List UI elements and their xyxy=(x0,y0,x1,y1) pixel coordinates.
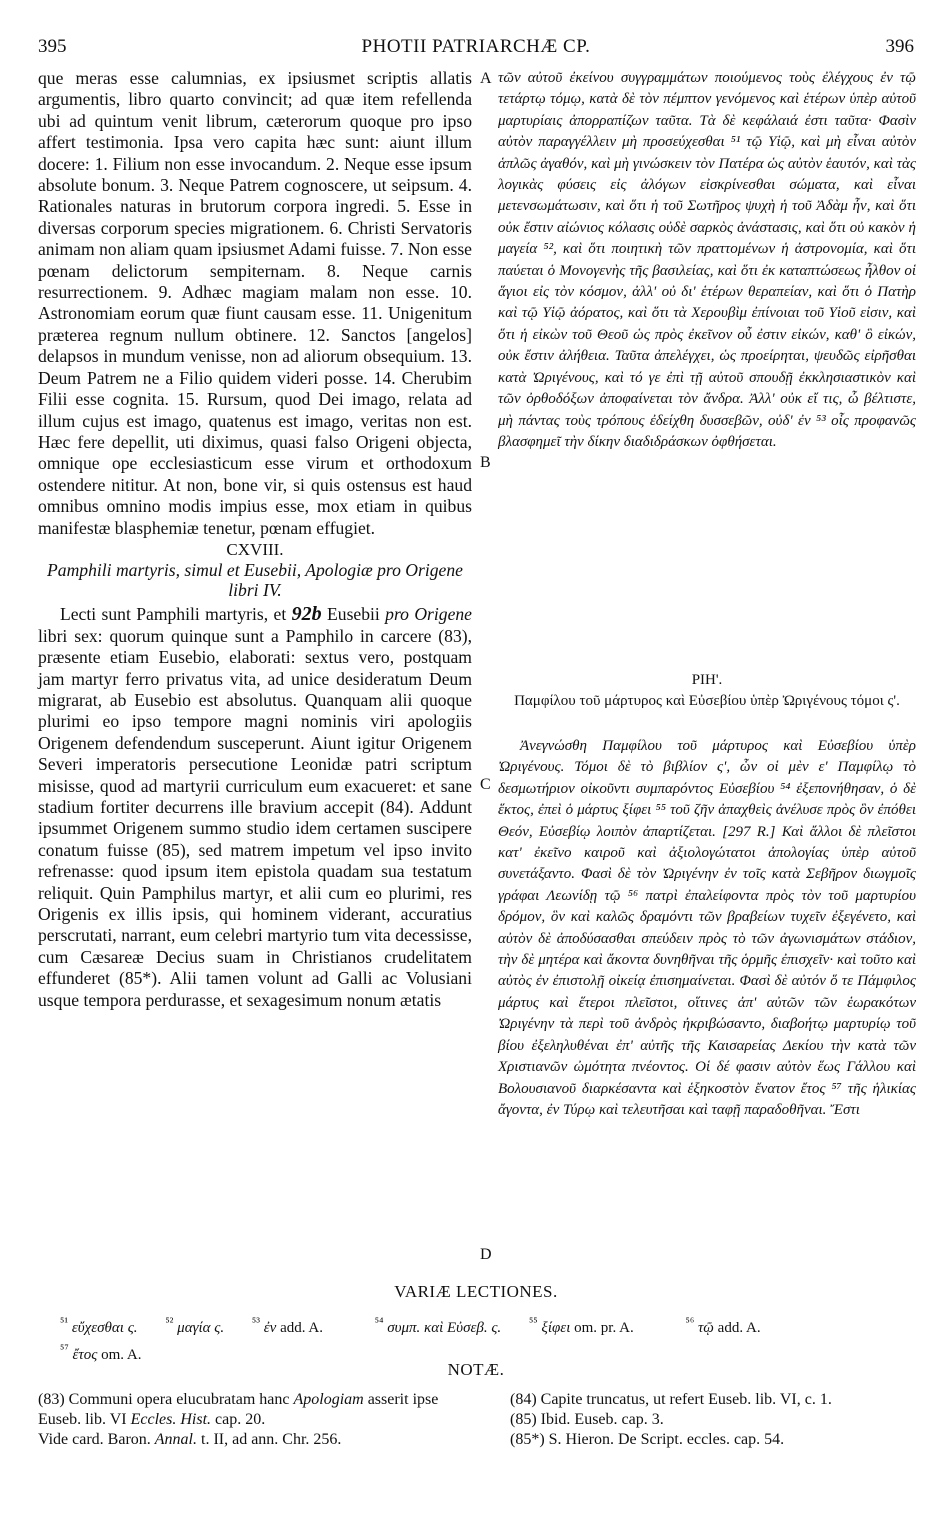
greek-section-number: ΡΙΗ'. xyxy=(691,672,723,688)
greek-section-header xyxy=(498,670,916,711)
variant-51: $^{^{51}}$ εὔχεσθαι ς. xyxy=(60,1315,138,1336)
latin-p2-start: Lecti sunt Pamphili martyris, et xyxy=(60,604,292,625)
latin-p2-rest: libri sex: quorum quinque sunt a Pamphilo in carcere (83), præsente etiam Eusebio, elaborati: sextus vero, postquam jam martyr ferro privatus vita, ad unice desideratum Deum migrarat, ab Eusebio est absolutus. Quanquam alii quoque plurimi eo ipso tempore magni nominis viri apologiis Origenem defendendum susceperunt. Aiunt igitur Origenem Severi imperatoris persecutione Leonidæ patri scriptum misisse, quod ad martyrii curriculum eum exacueret: et sane stadium fortiter decurrens ille bravium accepit (84). Addunt ipsummet Origenem summo studio idem certamen suscipere conatum fuisse (85), sed matrem impetum vel ipso invito refrenasse: quod ipsum item epistola quadam sua testatum reliquit. Quin Pamphilus martyr, et alii cum eo plurimi, res Origenis ex illis ipsis, qui hominem viderant, accuratius perscrutati, narrant, eum celebri martyrio tum vita decessisse, cum Cæsareæ Decius suam in Christianos crudelitatem effunderet (85*). Alii tamen volunt ad Galli ac Volusiani usque tempora perdurasse, et sexagesimum nonum ætatis xyxy=(38,625,472,1010)
latin-paragraph-1: que meras esse calumnias, ex ipsiusmet scriptis allatis argumentis, libro quarto convincit; ad quæ item refellenda ubi ad quintum venit librum, cæterorum quoque pro ipso affert testimonia. Ipsa vero capita hæc sunt: aiunt illum docere: 1. Filium non esse invocandum. 2. Neque esse ipsum absolute bonum. 3. Neque Patrem cognoscere, ut seipsum. 4. Rationales naturas in brutorum corpora ingredi. 5. Esse in diversas corporum species migrationem. 6. Christi Servatoris animam non aliam quam ipsiusmet Adami fuisse. 7. Non esse pœnam delictorum sempiternam. 8. Neque carnis resurrectionem. 9. Adhæc magiam malam non esse. 10. Astronomiam eorum quæ fiunt causam esse. 11. Unigenitum præterea regnum nullum obtinere. 12. Sanctos [angelos] delapsos in mundum venisse, non ad aliorum obsequium. 13. Deum Patrem ne a Filio quidem videri posse. 14. Cherubim Filii esse cognita. 15. Rursum, quod Dei imago, relata ad illum cujus est imago, quatenus est imago, veritas non est. Hæc fere depellit, uti diximus, quasi falso Origeni objecta, omnique ope ecclesiasticum esse virum et orthodoxum ostendere nititur. At non, bone vir, si quis ostensus est haud omnibus omnino modis impius esse, mox etiam in quibus manifestæ blasphemiæ tenetur, pœnam effugiet. xyxy=(38,68,472,538)
greek-column-2 xyxy=(498,736,916,1121)
notes-right xyxy=(510,1390,920,1450)
greek-column xyxy=(498,68,916,453)
variant-54: $^{^{54}}$ συμπ. καὶ Εὐσεβ. ς. xyxy=(374,1315,502,1336)
margin-marker-a: A xyxy=(480,70,492,87)
variant-53: $^{^{53}}$ ἐν add. A. xyxy=(251,1315,323,1336)
greek-paragraph-2: Ἀνεγνώσθη Παμφίλου τοῦ μάρτυρος καὶ Εὐσεβίου ὑπὲρ Ὠριγένους. Τόμοι δὲ τὸ βιβλίον ς', ὧν οἱ μὲν ε' Παμφίλῳ τὸ δεσμωτήριον οἰκοῦντι συμπαρόντος Εὐσεβίου ⁵⁴ ἐξεπονήθησαν, ὁ δὲ ἕκτος, ἐπεὶ ὁ μάρτυς ξίφει ⁵⁵ τοῦ ζῆν ἀπαχθεὶς ἀνέλυσε πρὸς ὃν ἐπόθει Θεόν, Εὐσεβίῳ λοιπὸν ἀπαρτίζεται. [297 R.] Καὶ ἄλλοι δὲ πλεῖστοι κατ' ἐκεῖνο καιροῦ καὶ ἀξιολογώτατοι ἀπολογίας ὑπὲρ αὐτοῦ συνετάξαντο. Φασὶ δὲ τὸν Ὠριγένην ἐν τοῖς κατὰ Σεβῆρον διωγμοῖς γράφαι Λεωνίδῃ τῷ ⁵⁶ πατρὶ ἐπαλείφοντα πρὸς τὸν τοῦ μαρτυρίου δρόμον, ὃν καὶ καλῶς δραμόντι τῶν βραβείων τυχεῖν ἐξεγένετο, καὶ αὐτὸν δὲ ἀποδύσασθαι σπεύδειν πρὸς τὸ τῶν ἀγωνισμάτων στάδιον, τὴν δὲ μητέρα καὶ ἄκοντα δυνηθῆναι τῆς ὁρμῆς ἐπισχεῖν· καὶ τοῦτο καὶ αὐτὸς ἐν ἐπιστολῇ οἰκείᾳ ἐπισημαίνεται. Φασὶ δὲ αὐτόν ὅ τε Πάμφιλος μάρτυς καὶ ἕτεροι πλεῖστοι, οἵτινες ἀπ' αὐτῶν τῶν ἑωρακότων Ὠριγένην τὰ περὶ τοῦ ἀνδρὸς ἠκριβώσαντο, διαβοήτῳ μαρτυρίῳ τοῦ βίου ἐξεληλυθέναι ἐπ' αὐτῆς τῆς Καισαρείας Δεκίου τὴν κατὰ τῶν Χριστιανῶν ὠμότητα πνέοντος. Οἱ δέ φασιν αὐτὸν ἕως Γάλλου καὶ Βολουσιανοῦ διαρκέσαντα καὶ ἑξηκοστὸν ἔνατον ἔτος ⁵⁷ τῆς ἡλικίας ἄγοντα, ἐν Τύρῳ καὶ τελευτῆσαι καὶ ταφῇ παραδοθῆναι. Ἔστι xyxy=(498,738,916,1118)
notes-left xyxy=(38,1390,478,1450)
running-title: PHOTII PATRIARCHÆ CP. xyxy=(361,36,591,57)
margin-marker-d: D xyxy=(480,1246,492,1263)
note-85: (85) Ibid. Euseb. cap. 3. xyxy=(510,1411,664,1428)
latin-p2-mid: Eusebii xyxy=(321,604,386,625)
latin-p2-italic: pro Origene xyxy=(385,604,472,625)
note-84: (84) Capite truncatus, ut refert Euseb. lib. VI, c. 1. xyxy=(510,1391,832,1408)
latin-section-number: CXVIII. xyxy=(226,539,284,559)
margin-marker-c: C xyxy=(480,776,491,793)
variant-52: $^{^{52}}$ μαγία ς. xyxy=(165,1315,225,1336)
variant-55: $^{^{55}}$ ξίφει om. pr. A. xyxy=(528,1315,634,1336)
latin-paragraph-2 xyxy=(38,604,472,1011)
greek-paragraph-1: τῶν αὐτοῦ ἐκείνου συγγραμμάτων ποιούμενος τοὺς ἐλέγχους ἐν τῷ τετάρτῳ τόμῳ, κατὰ δὲ τὸν πέμπτον γενόμενος καὶ ἑτέρων ὑπὲρ αὐτοῦ μαρτυρίαις ἀπορραπίζων ταῦτα. Τὰ δὲ κεφάλαιά ἐστι ταῦτα· Φασὶν αὐτὸν παραγγέλλειν μὴ προσεύχεσθαι ⁵¹ τῷ Υἱῷ, καὶ μὴ εἶναι αὐτὸν ἁπλῶς ἀγαθόν, καὶ μὴ γινώσκειν τὸν Πατέρα ὡς αὐτὸν ἑαυτόν, καὶ τὰς λογικὰς φύσεις εἰς ἀλόγων εἰσκρίνεσθαι σώματα, καὶ εἶναι μετενσωμάτωσιν, καὶ ὅτι ἡ τοῦ Σωτῆρος ψυχὴ ἡ τοῦ Ἀδὰμ ἦν, καὶ ὅτι οὐκ ἔστιν αἰώνιος κόλασις οὐδὲ σαρκὸς ἀνάστασις, καὶ ὅτι οὐ κακὸν ἡ μαγεία ⁵², καὶ ὅτι ποιητικὴ τῶν πραττομένων ἡ ἀστρονομία, καὶ ὅτι παύεται ὁ Μονογενὴς τῆς βασιλείας, καὶ ὅτι ἐκ καταπτώσεως ἦλθον οἱ ἅγιοι εἰς τὸν κόσμον, ἀλλ' οὐ δι' ἑτέρων θεραπείαν, καὶ ὅτι ὁ Πατὴρ καὶ τῷ Υἱῷ ἀόρατος, καὶ ὅτι τὰ Χερουβὶμ ἐπίνοιαι τοῦ Υἱοῦ εἰσιν, καὶ ὅτι ἡ εἰκὼν τοῦ Θεοῦ ὡς πρὸς ἐκεῖνον οὗ ἐστιν εἰκών, καθ' ὃ εἰκών, οὐκ ἔστιν ἀλήθεια. Ταῦτα ἀπελέγχει, ὡς προείρηται, ψευδῶς εἰρῆσθαι κατὰ Ὠριγένους, καὶ τό γε ἐπὶ τῇ αὐτοῦ σπουδῇ ἐκκλησιαστικὸν καὶ τῶν ὀρθοδόξων ἀποφαίνεται τὸν ἄνδρα. Ἀλλ' οὐκ εἴ τις, ὦ βέλτιστε, μὴ πάντας τοὺς τρόπους ἐδείχθη δυσσεβῶν, οὐδ' ἐν ⁵³ οἷς προφανῶς βλασφημεῖ τὴν δίκην διαδιδράσκων ὀφθήσεται. xyxy=(498,70,916,450)
variant-57: $^{^{57}}$ ἔτος om. A. xyxy=(60,1342,142,1363)
running-header xyxy=(38,36,914,60)
note-85-star: (85*) S. Hieron. De Script. eccles. cap. 54. xyxy=(510,1431,785,1448)
variant-56: $^{^{56}}$ τῷ add. A. xyxy=(685,1315,761,1336)
left-page-number: 395 xyxy=(38,36,67,57)
note-83-cont: Vide card. Baron. Annal. t. II, ad ann. Chr. 256. xyxy=(38,1431,342,1448)
right-page-number: 396 xyxy=(885,36,914,57)
note-83: (83) Communi opera elucubratam hanc Apologiam asserit ipse Euseb. lib. VI Eccles. Hist. cap. 20. xyxy=(38,1391,439,1428)
notae-heading: NOTÆ. xyxy=(447,1360,505,1379)
latin-section-title: Pamphili martyris, simul et Eusebii, Apologiæ pro Origene libri IV. xyxy=(47,560,463,601)
greek-section-title: Παμφίλου τοῦ μάρτυρος καὶ Εὐσεβίου ὑπὲρ Ὠριγένους τόμοι ς'. xyxy=(514,693,900,710)
latin-column xyxy=(38,68,472,1011)
margin-marker-b: B xyxy=(480,454,491,471)
variae-heading: VARIÆ LECTIONES. xyxy=(394,1282,558,1301)
column-mark-92b: 92b xyxy=(291,603,322,626)
variae-lectiones xyxy=(60,1312,920,1366)
